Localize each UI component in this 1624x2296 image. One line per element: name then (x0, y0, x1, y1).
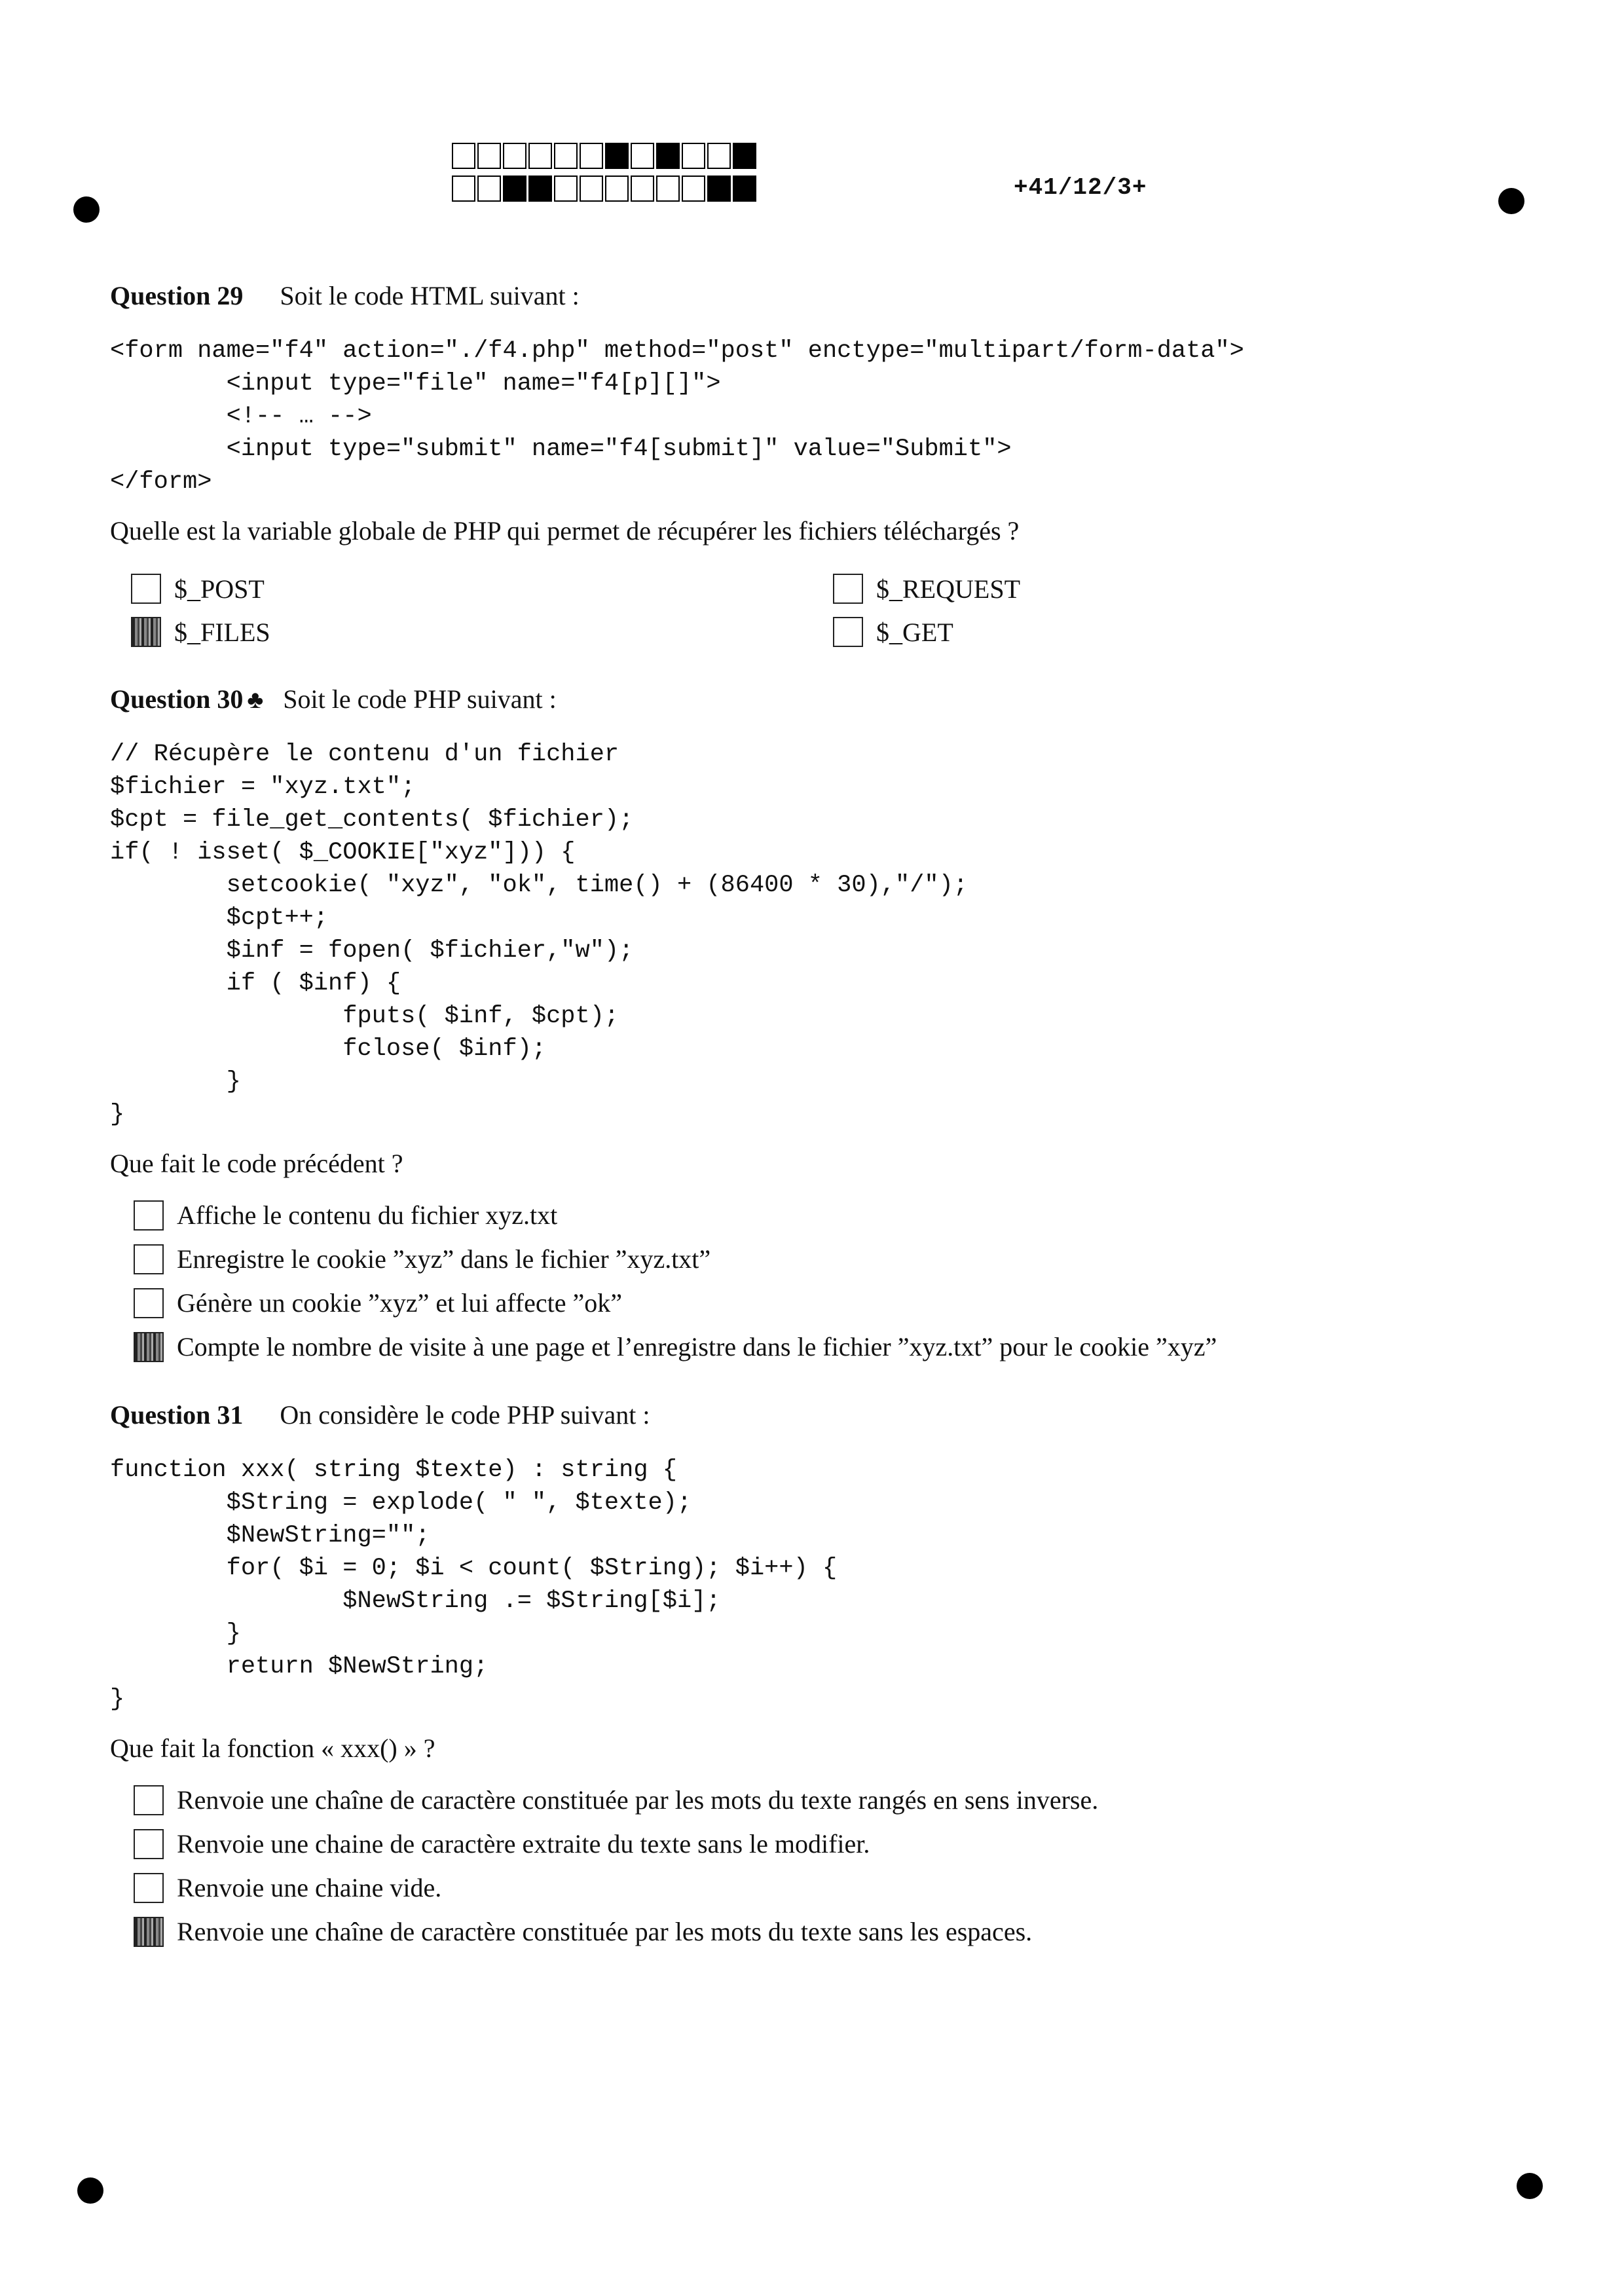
choice-label: Renvoie une chaine de caractère extraite du texte sans le modifier. (177, 1829, 870, 1859)
barcode-cell (554, 176, 578, 202)
barcode-cell (528, 143, 552, 169)
barcode-cell (631, 176, 654, 202)
choice-empty-string[interactable] (134, 1866, 1538, 1910)
choice-files[interactable] (131, 610, 833, 654)
choice-label: Affiche le contenu du fichier xyz.txt (177, 1200, 558, 1230)
barcode-cell (733, 143, 756, 169)
choice-label: $_FILES (174, 617, 270, 647)
registration-mark-top-right (1498, 188, 1524, 214)
page-id: +41/12/3+ (1014, 174, 1147, 201)
checkbox[interactable] (134, 1200, 164, 1231)
choice-label: Génère un cookie ”xyz” et lui affecte ”ok” (177, 1288, 622, 1318)
checkbox[interactable] (134, 1244, 164, 1274)
answer-choices (134, 1778, 1538, 1953)
barcode-cell (477, 176, 501, 202)
answer-choices (134, 1193, 1538, 1369)
barcode-cell (580, 143, 603, 169)
checkbox[interactable] (833, 574, 863, 604)
choice-post[interactable] (131, 567, 833, 610)
barcode-cell (554, 143, 578, 169)
barcode-cell (631, 143, 654, 169)
choice-label: $_POST (174, 574, 265, 604)
choice-display-content[interactable] (134, 1193, 1538, 1237)
question-intro: Soit le code HTML suivant : (280, 281, 580, 310)
checkbox[interactable] (134, 1288, 164, 1318)
barcode-cell (733, 176, 756, 202)
checkbox[interactable] (134, 1829, 164, 1859)
barcode-cell (656, 176, 680, 202)
barcode-cell (605, 176, 629, 202)
choice-label: Compte le nombre de visite à une page et l’enregistre dans le fichier ”xyz.txt” pour le cookie ”xyz” (177, 1332, 1217, 1361)
question-prompt: Que fait la fonction « xxx() » ? (110, 1733, 435, 1763)
barcode-cell (682, 176, 705, 202)
question-number: Question 29 (110, 281, 244, 310)
page-barcode-row-1 (452, 143, 758, 170)
barcode-cell (656, 143, 680, 169)
checkbox[interactable] (833, 617, 863, 647)
question-number: Question 30 (110, 684, 244, 714)
choice-generate-cookie[interactable] (134, 1281, 1538, 1325)
checkbox[interactable] (134, 1873, 164, 1903)
choice-request[interactable] (833, 567, 1291, 610)
question-29 (110, 280, 1538, 654)
barcode-cell (503, 143, 526, 169)
barcode-cell (682, 143, 705, 169)
registration-mark-bottom-right (1517, 2173, 1543, 2199)
registration-mark-bottom-left (77, 2177, 103, 2204)
barcode-cell (528, 176, 552, 202)
choice-extract-unchanged[interactable] (134, 1822, 1538, 1866)
checkbox[interactable] (134, 1917, 164, 1947)
barcode-cell (707, 176, 731, 202)
checkbox[interactable] (131, 617, 161, 647)
barcode-cell (452, 143, 475, 169)
barcode-cell (452, 176, 475, 202)
question-intro: On considère le code PHP suivant : (280, 1400, 650, 1430)
php-code-block: function xxx( string $texte) : string { $String = explode( " ", $texte); $NewString=""; for( $i = 0; $i < count( $String); $i++) { $NewString .= $String[$i]; } return $NewString; } (110, 1456, 838, 1713)
choice-get[interactable] (833, 610, 1291, 654)
choice-reverse-words[interactable] (134, 1778, 1538, 1822)
page-barcode-row-2 (452, 176, 758, 203)
barcode-cell (503, 176, 526, 202)
choice-words-no-spaces[interactable] (134, 1910, 1538, 1953)
html-code-block: <form name="f4" action="./f4.php" method="post" enctype="multipart/form-data"> <input type="file" name="f4[p][]"> <!-- … --> <input type="submit" name="f4[submit]" value="Submit"> </form> (110, 337, 1244, 496)
choice-label: Renvoie une chaîne de caractère constituée par les mots du texte rangés en sens inverse. (177, 1785, 1099, 1815)
registration-mark-top-left (73, 196, 100, 223)
question-prompt: Que fait le code précédent ? (110, 1149, 403, 1178)
question-header (110, 1399, 1538, 1430)
choice-label: Enregistre le cookie ”xyz” dans le fichier ”xyz.txt” (177, 1244, 711, 1274)
question-prompt: Quelle est la variable globale de PHP qui permet de récupérer les fichiers téléchargés ? (110, 516, 1020, 546)
barcode-cell (580, 176, 603, 202)
choice-label: $_REQUEST (876, 574, 1020, 604)
checkbox[interactable] (134, 1785, 164, 1815)
checkbox[interactable] (134, 1332, 164, 1362)
question-31 (110, 1399, 1538, 1953)
barcode-cell (707, 143, 731, 169)
choice-label: $_GET (876, 617, 953, 647)
question-header (110, 684, 1538, 714)
choice-save-cookie[interactable] (134, 1237, 1538, 1281)
answer-choices (131, 567, 1538, 654)
question-number: Question 31 (110, 1400, 244, 1430)
question-header (110, 280, 1538, 311)
club-icon: ♣ (247, 686, 264, 714)
choice-label: Renvoie une chaîne de caractère constituée par les mots du texte sans les espaces. (177, 1917, 1033, 1946)
barcode-cell (477, 143, 501, 169)
choice-count-visits[interactable] (134, 1325, 1538, 1369)
checkbox[interactable] (131, 574, 161, 604)
php-code-block: // Récupère le contenu d'un fichier $fichier = "xyz.txt"; $cpt = file_get_contents( $fichier); if( ! isset( $_COOKIE["xyz"])) { setcookie( "xyz", "ok", time() + (86400 * 30),"/"); $cpt++; $inf = fopen( $fichier,"w"); if ( $inf) { fputs( $inf, $cpt); fclose( $inf); } } (110, 741, 969, 1128)
question-30 (110, 684, 1538, 1369)
barcode-cell (605, 143, 629, 169)
choice-label: Renvoie une chaine vide. (177, 1873, 442, 1902)
question-intro: Soit le code PHP suivant : (283, 684, 557, 714)
